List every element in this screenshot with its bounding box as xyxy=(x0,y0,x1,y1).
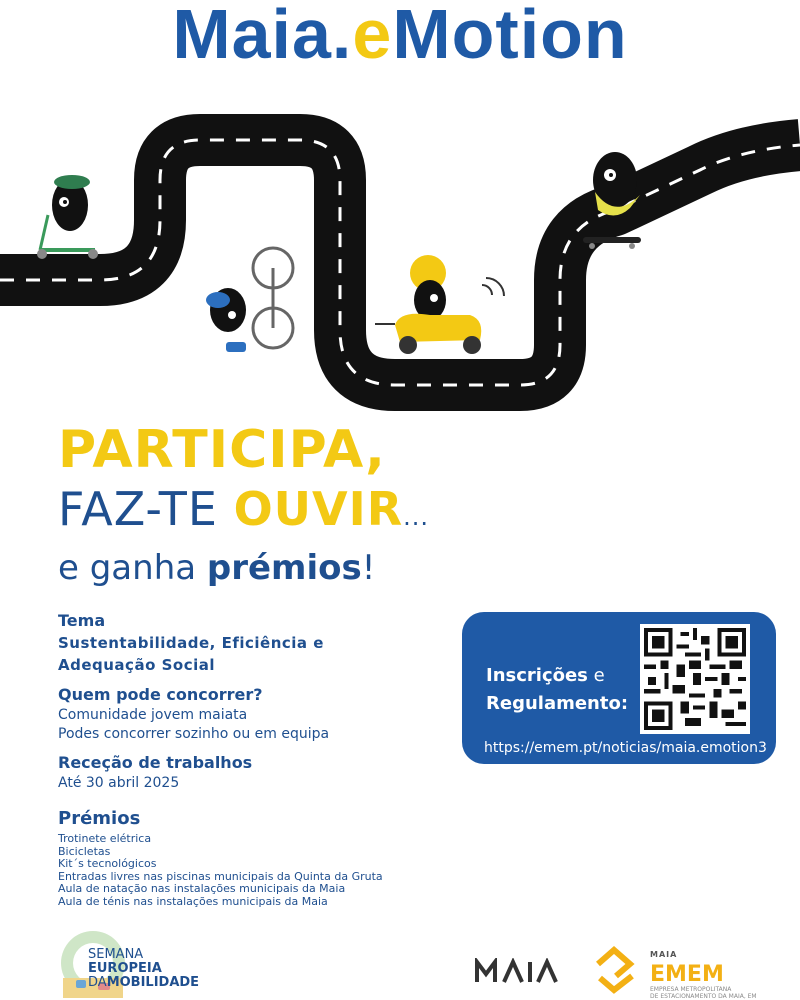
emem-logo-icon xyxy=(590,946,642,996)
quem-line-1: Comunidade jovem maiata xyxy=(58,707,248,723)
registration-box xyxy=(462,612,776,764)
prize-item: Aula de natação nas instalações municipais da Maia xyxy=(58,882,346,896)
prize-item: Aula de ténis nas instalações municipais da Maia xyxy=(58,894,328,908)
prize-item: Entradas livres nas piscinas municipais da Quinta da Gruta xyxy=(58,869,383,883)
semana-europeia-text: SEMANA EUROPEIA DAMOBILIDADE xyxy=(88,947,200,990)
prize-item: Trotinete elétrica xyxy=(58,832,152,845)
prize-item: Kit´s tecnológicos xyxy=(58,857,157,871)
road-illustration xyxy=(0,110,800,430)
tema-line-2: Adequação Social xyxy=(58,656,216,674)
qr-code-icon[interactable] xyxy=(640,624,750,734)
app-title: Maia.eMotion xyxy=(0,0,800,74)
emem-name: EMEM xyxy=(650,962,724,987)
headline-ganha-premios: e ganha prémios! xyxy=(58,548,376,588)
bicycle-character-icon xyxy=(206,248,293,352)
rececao-line-1: Até 30 abril 2025 xyxy=(58,775,180,791)
info-sections xyxy=(58,610,478,793)
prizes-heading: Prémios xyxy=(58,808,141,829)
prize-item: Bicicletas xyxy=(58,844,111,858)
tema-line-1: Sustentabilidade, Eficiência e xyxy=(58,634,324,652)
title-accent: e xyxy=(352,0,393,73)
emem-subtitle: EMPRESA METROPOLITANA DE ESTACIONAMENTO DA MAIA, EM xyxy=(650,986,757,1000)
section-heading-quem: Quem pode concorrer? xyxy=(58,685,263,704)
registration-label: Inscrições e Regulamento: xyxy=(486,665,629,714)
maia-logo-icon xyxy=(474,958,566,984)
moped-character-icon xyxy=(375,255,504,354)
emem-top-label: MAIA xyxy=(650,950,678,959)
registration-url-link[interactable]: https://emem.pt/noticias/maia.emotion3 xyxy=(484,740,767,756)
scooter-character-icon xyxy=(37,175,98,259)
section-heading-rececao: Receção de trabalhos xyxy=(58,753,253,772)
prizes-list xyxy=(58,808,383,909)
headline-faz-te-ouvir: FAZ-TE OUVIR... xyxy=(58,482,430,536)
quem-line-2: Podes concorrer sozinho ou em equipa xyxy=(58,726,330,742)
headline-participa: PARTICIPA, xyxy=(58,420,386,480)
section-heading-tema: Tema xyxy=(58,611,106,630)
